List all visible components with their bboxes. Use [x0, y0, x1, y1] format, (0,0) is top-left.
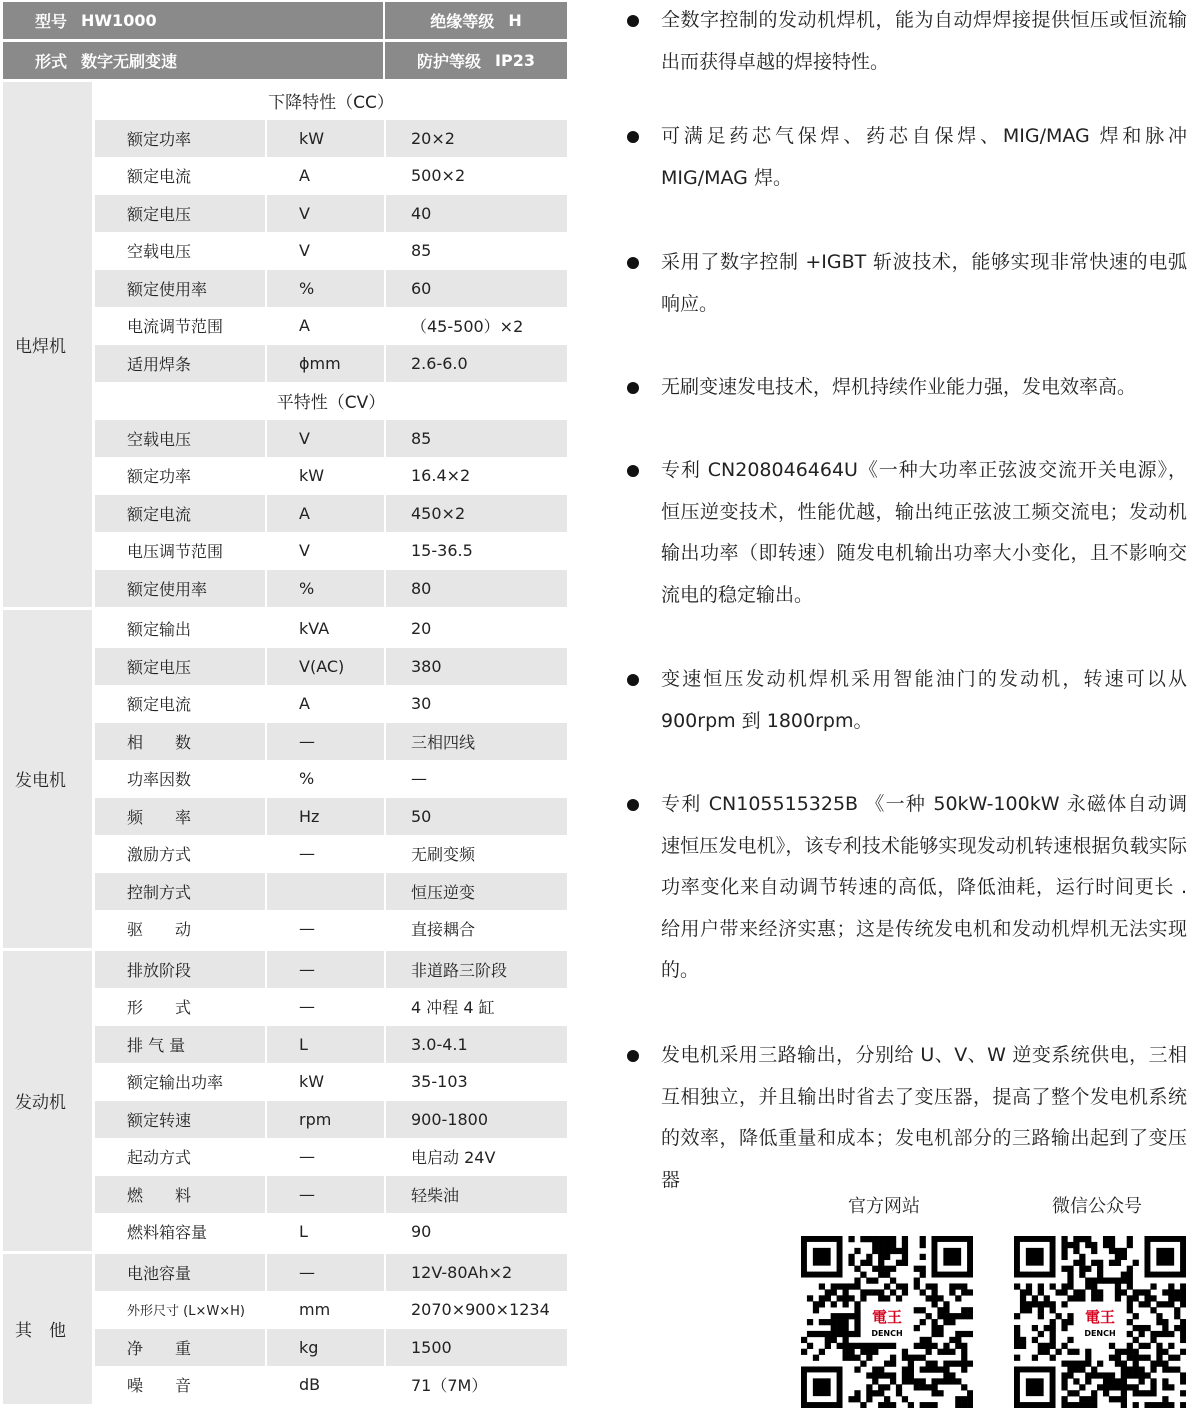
table-row — [95, 457, 567, 495]
table-row — [95, 195, 567, 233]
param-name: 燃料箱容量 — [127, 1223, 208, 1243]
table-row — [95, 1026, 567, 1064]
param-unit: A — [299, 166, 310, 186]
param-value: 35-103 — [411, 1072, 468, 1092]
param-unit: ϕmm — [267, 345, 384, 383]
group-engine — [3, 951, 567, 1251]
param-unit: — — [267, 723, 384, 761]
param-unit: kVA — [299, 619, 330, 639]
wechat-qr-code — [1014, 1236, 1186, 1408]
param-name: 噪 音 — [127, 1376, 192, 1396]
table-row — [95, 420, 567, 458]
group-other — [3, 1254, 567, 1404]
feature-item — [624, 0, 1187, 83]
param-value: 85 — [386, 420, 567, 458]
param-value: 40 — [386, 195, 567, 233]
param-value: 无刷变频 — [411, 845, 476, 865]
param-unit: A — [267, 495, 384, 533]
param-name: 额定输出 — [127, 620, 192, 640]
param-name: 额定电流 — [127, 695, 192, 715]
subsection-title-cc: 下降特性（CC） — [268, 93, 394, 114]
param-unit: % — [267, 570, 384, 608]
param-name: 排放阶段 — [95, 951, 265, 989]
table-row — [95, 1176, 567, 1214]
param-name: 外形尺寸 (L×W×H) — [127, 1304, 245, 1320]
param-value: 500×2 — [411, 166, 466, 186]
param-unit: kW — [299, 466, 325, 486]
param-value: 71（7M） — [411, 1376, 488, 1396]
feature-text: 专利 CN208046464U《一种大功率正弦波交流开关电源》，恒压逆变技术，性能优越，输出纯正弦波工频交流电；发动机输出功率（即转速）随发电机输出功率大小变化，且不影响交流电的稳定输出。 — [661, 459, 1187, 606]
param-unit: % — [267, 270, 384, 308]
table-row — [95, 345, 567, 383]
param-unit: dB — [299, 1375, 321, 1395]
table-row — [95, 157, 567, 195]
table-row — [95, 532, 567, 570]
param-unit: kg — [267, 1329, 384, 1367]
param-value: 2.6-6.0 — [386, 345, 567, 383]
param-value: 直接耦合 — [411, 920, 476, 940]
param-name: 电池容量 — [95, 1254, 265, 1292]
table-row — [95, 648, 567, 686]
bullet-dot-icon — [627, 465, 639, 477]
bullet-dot-icon — [627, 15, 639, 27]
param-name: 形 式 — [127, 998, 192, 1018]
param-name: 净 重 — [95, 1329, 265, 1367]
param-unit: V(AC) — [267, 648, 384, 686]
param-unit: — — [299, 1147, 315, 1167]
feature-text: 全数字控制的发动机焊机，能为自动焊焊接提供恒压或恒流输出而获得卓越的焊接特性。 — [661, 9, 1187, 73]
logo-cn-text: 電王 — [871, 1308, 903, 1326]
param-name: 额定功率 — [127, 467, 192, 487]
param-value: 3.0-4.1 — [386, 1026, 567, 1064]
table-row — [95, 873, 567, 911]
param-name: 驱 动 — [127, 920, 192, 940]
wechat-caption: 微信公众号 — [1052, 1196, 1142, 1217]
param-name: 激励方式 — [127, 845, 192, 865]
feature-text: 发电机采用三路输出，分别给 U、V、W 逆变系统供电，三相互相独立，并且输出时省去了变压器，提高了整个发电机系统的效率，降低重量和成本；发电机部分的三路输出起到了变压器 — [661, 1044, 1187, 1191]
param-value: 85 — [411, 241, 432, 261]
table-row — [95, 760, 567, 798]
model-key: 型号 — [35, 12, 68, 31]
table-row — [95, 723, 567, 761]
table-row — [95, 910, 567, 948]
param-unit: A — [299, 316, 310, 336]
param-value: 90 — [411, 1222, 432, 1242]
protection-key: 防护等级 — [417, 52, 482, 71]
param-value: 非道路三阶段 — [386, 951, 567, 989]
param-unit: — — [267, 951, 384, 989]
feature-text: 可满足药芯气保焊、药芯自保焊、MIG/MAG 焊和脉冲 MIG/MAG 焊。 — [661, 125, 1187, 189]
param-unit: kW — [299, 1072, 325, 1092]
feature-text: 无刷变速发电技术，焊机持续作业能力强，发电效率高。 — [661, 376, 1137, 398]
param-unit — [267, 873, 384, 911]
logo-cn-text: 電王 — [1084, 1308, 1116, 1326]
param-value: 16.4×2 — [411, 466, 471, 486]
param-value: 15-36.5 — [411, 541, 473, 561]
param-value: 1500 — [386, 1329, 567, 1367]
table-row — [95, 495, 567, 533]
logo-en-text: DENCH — [1084, 1329, 1116, 1338]
table-row — [95, 835, 567, 873]
bullet-dot-icon — [627, 257, 639, 269]
param-value: 50 — [386, 798, 567, 836]
spec-table — [3, 2, 567, 1404]
bullet-dot-icon — [627, 382, 639, 394]
group-label: 发电机 — [3, 610, 92, 948]
param-unit: V — [299, 241, 310, 261]
param-name: 额定转速 — [95, 1101, 265, 1139]
param-name: 额定电流 — [127, 167, 192, 187]
website-qr-code — [801, 1236, 973, 1408]
param-value: 12V-80Ah×2 — [386, 1254, 567, 1292]
table-row — [95, 685, 567, 723]
table-row — [95, 1291, 567, 1329]
insulation-key: 绝缘等级 — [430, 12, 495, 31]
param-name: 空载电压 — [95, 420, 265, 458]
bullet-dot-icon — [627, 131, 639, 143]
param-unit: A — [299, 694, 310, 714]
param-name: 控制方式 — [95, 873, 265, 911]
param-value: — — [411, 769, 427, 789]
group-generator — [3, 610, 567, 948]
param-value: 380 — [386, 648, 567, 686]
feature-item — [624, 784, 1187, 992]
feature-item — [624, 116, 1187, 199]
feature-text: 专利 CN105515325B 《一种 50kW-100kW 永磁体自动调速恒压发电机》，该专利技术能够实现发动机转速根据负载实际功率变化来自动调节转速的高低，降低油耗，运行时间更长 . 给用户带来经济实惠；这是传统发电机和发动机焊机无法实现的。 — [661, 793, 1187, 981]
table-row — [95, 1101, 567, 1139]
param-name: 空载电压 — [127, 242, 192, 262]
table-row — [95, 798, 567, 836]
bullet-dot-icon — [627, 674, 639, 686]
param-name: 额定使用率 — [95, 570, 265, 608]
param-name: 额定电流 — [95, 495, 265, 533]
bullet-dot-icon — [627, 1050, 639, 1062]
table-row — [95, 570, 567, 608]
table-row — [95, 270, 567, 308]
table-row — [95, 120, 567, 158]
param-unit: mm — [299, 1300, 331, 1320]
insulation-value: H — [508, 11, 522, 30]
param-name: 额定电压 — [95, 648, 265, 686]
feature-item — [624, 659, 1187, 742]
subsection-title-cv: 平特性（CV） — [276, 393, 386, 414]
table-row — [95, 1213, 567, 1251]
param-unit: Hz — [267, 798, 384, 836]
table-row — [95, 1329, 567, 1367]
param-unit: — — [267, 1254, 384, 1292]
param-unit: V — [267, 420, 384, 458]
param-name: 排 气 量 — [95, 1026, 265, 1064]
website-caption: 官方网站 — [848, 1196, 920, 1217]
group-label: 电焊机 — [3, 82, 92, 607]
param-value: 60 — [386, 270, 567, 308]
param-unit: — — [299, 844, 315, 864]
table-row — [95, 1366, 567, 1404]
param-name: 额定使用率 — [95, 270, 265, 308]
param-unit: % — [299, 769, 315, 789]
group-label: 其 他 — [3, 1254, 92, 1404]
model-value: HW1000 — [81, 11, 157, 30]
param-value: 电启动 24V — [411, 1148, 496, 1168]
param-value: 4 冲程 4 缸 — [411, 998, 495, 1018]
header-row-model — [3, 2, 567, 39]
table-row — [95, 988, 567, 1026]
table-row — [95, 610, 567, 648]
param-value: 轻柴油 — [386, 1176, 567, 1214]
table-row — [95, 1063, 567, 1101]
feature-text: 采用了数字控制 +IGBT 斩波技术，能够实现非常快速的电弧响应。 — [661, 251, 1187, 315]
table-row — [95, 232, 567, 270]
param-name: 额定输出功率 — [127, 1073, 224, 1093]
param-value: 80 — [386, 570, 567, 608]
param-value: 2070×900×1234 — [411, 1300, 550, 1320]
param-unit: kW — [267, 120, 384, 158]
param-unit: L — [299, 1222, 308, 1242]
bullet-dot-icon — [627, 799, 639, 811]
protection-value: IP23 — [495, 51, 535, 70]
param-unit: — — [299, 919, 315, 939]
param-unit: V — [267, 195, 384, 233]
logo-en-text: DENCH — [871, 1329, 903, 1338]
param-name: 频 率 — [95, 798, 265, 836]
param-name: 额定电压 — [95, 195, 265, 233]
type-key: 形式 — [35, 52, 68, 71]
feature-item — [624, 450, 1187, 616]
group-welder — [3, 82, 567, 607]
param-name: 适用焊条 — [95, 345, 265, 383]
param-name: 相 数 — [95, 723, 265, 761]
group-label: 发动机 — [3, 951, 92, 1251]
param-value: 900-1800 — [386, 1101, 567, 1139]
feature-text: 变速恒压发动机焊机采用智能油门的发动机，转速可以从 900rpm 到 1800rpm。 — [661, 668, 1187, 732]
table-row — [95, 307, 567, 345]
param-unit: V — [299, 541, 310, 561]
param-value: 450×2 — [386, 495, 567, 533]
param-value: 20×2 — [386, 120, 567, 158]
param-value: 30 — [411, 694, 432, 714]
table-row — [95, 951, 567, 989]
param-name: 额定功率 — [95, 120, 265, 158]
param-name: 电压调节范围 — [127, 542, 224, 562]
feature-item — [624, 367, 1187, 409]
header-row-type — [3, 42, 567, 79]
param-unit: rpm — [267, 1101, 384, 1139]
param-value: 20 — [411, 619, 432, 639]
param-value: 恒压逆变 — [386, 873, 567, 911]
feature-item — [624, 1035, 1187, 1201]
type-value: 数字无刷变速 — [81, 52, 178, 71]
param-name: 功率因数 — [127, 770, 192, 790]
param-value: 三相四线 — [386, 723, 567, 761]
param-name: 电流调节范围 — [127, 317, 224, 337]
param-name: 燃 料 — [95, 1176, 265, 1214]
param-unit: L — [267, 1026, 384, 1064]
param-unit: — — [299, 997, 315, 1017]
param-name: 起动方式 — [127, 1148, 192, 1168]
param-unit: — — [267, 1176, 384, 1214]
param-value: （45-500）×2 — [411, 317, 524, 337]
feature-item — [624, 242, 1187, 325]
table-row — [95, 1254, 567, 1292]
table-row — [95, 1138, 567, 1176]
